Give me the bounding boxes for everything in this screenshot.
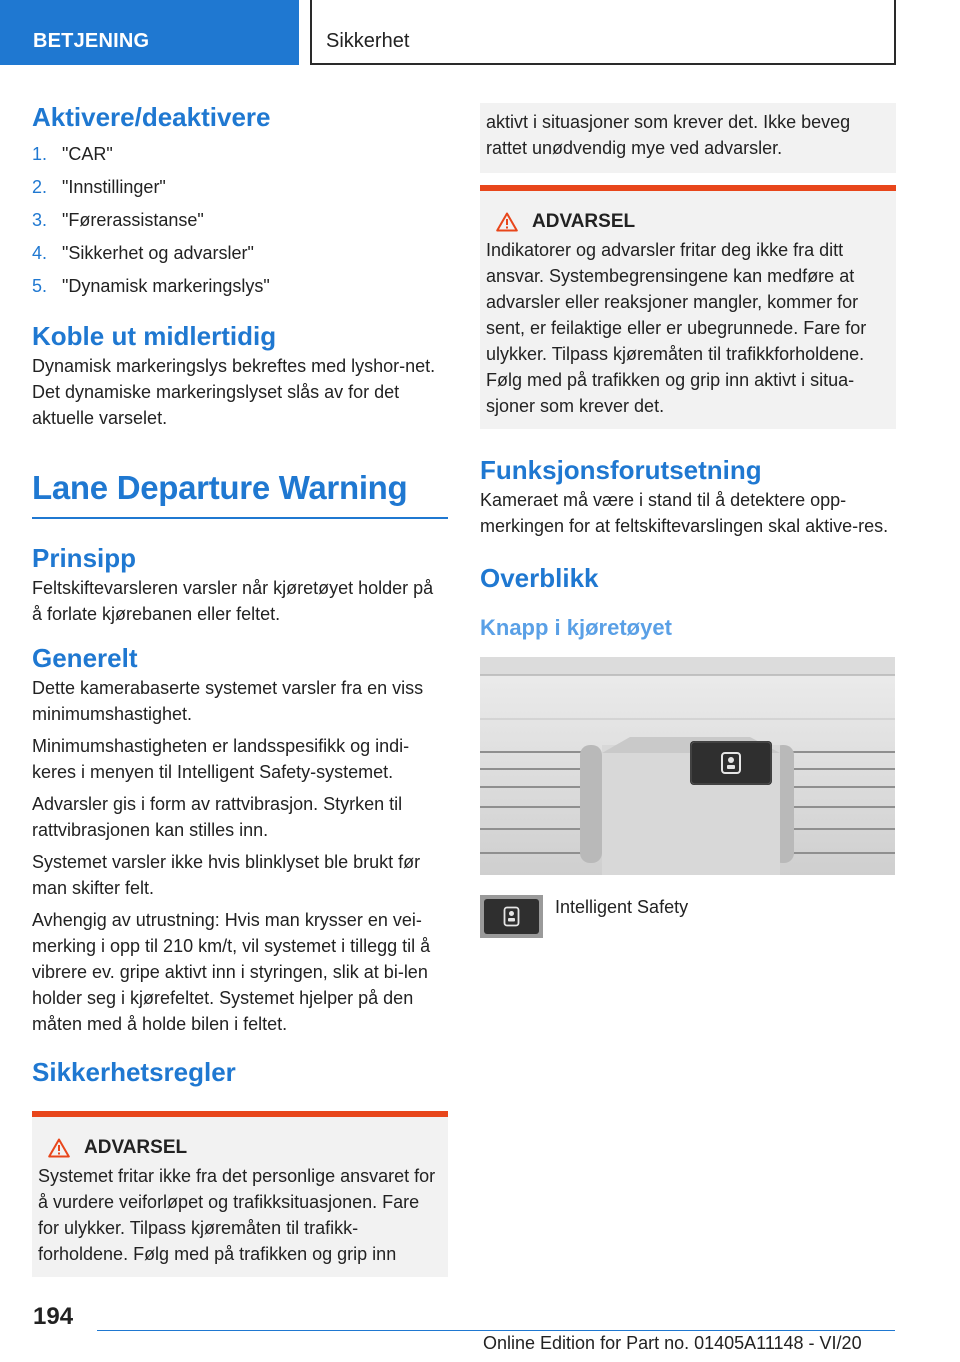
warning-title	[38, 1137, 440, 1159]
step-number: 5.	[32, 276, 48, 296]
warning-text: Systemet fritar ikke fra det personlige ansvaret for å vurdere veiforløpet og trafikksituasjonen. Fare for ulykker. Tilpass kjøremåten til trafikk-forholdene. Følg med på trafikken og grip inn	[38, 1166, 436, 1264]
temp-disable-text: Dynamisk markeringslys bekreftes med lyshor-net. Det dynamiske markeringslyset slås av for det aktuelle varselet.	[32, 356, 436, 428]
intelligent-safety-icon	[480, 895, 543, 938]
warning-box-continued	[480, 103, 896, 173]
warning-triangle-icon	[48, 1138, 70, 1158]
main-heading: Lane Departure Warning	[32, 469, 408, 506]
page-number: 194	[33, 1303, 74, 1330]
general-heading: Generelt	[32, 643, 138, 673]
step-item	[32, 237, 448, 270]
section-tab	[0, 0, 299, 65]
general-paragraph: Dette kamerabaserte systemet varsler fra en viss minimumshastighet.	[32, 678, 424, 724]
warning-box	[480, 185, 896, 429]
heading-rule	[32, 517, 448, 519]
warning-label: ADVARSEL	[84, 1137, 188, 1158]
chapter-label: Sikkerhet	[326, 30, 410, 52]
step-item	[32, 138, 448, 171]
requirements-heading: Funksjonsforutsetning	[480, 455, 762, 485]
warning-label: ADVARSEL	[532, 211, 636, 232]
footer-rule	[97, 1330, 895, 1331]
safety-heading: Sikkerhetsregler	[32, 1057, 236, 1087]
temp-disable-heading: Koble ut midlertidig	[32, 321, 277, 351]
overview-heading: Overblikk	[480, 563, 599, 593]
general-paragraph: Avhengig av utrustning: Hvis man krysser en vei-merking i opp til 210 km/t, vil systemet i tillegg til å vibrere ev. gripe aktivt inn i styringen, slik at bi-len holder seg i kjørefeltet. Systemet hjelper på den måten med å holde bilen i feltet.	[32, 910, 431, 1034]
left-column	[32, 100, 448, 1277]
warning-text-continued: aktivt i situasjoner som krever det. Ikke beveg rattet unødvendig mye ved advarsler.	[486, 112, 851, 158]
general-paragraph: Advarsler gis i form av rattvibrasjon. Styrken til rattvibrasjonen kan stilles inn.	[32, 794, 403, 840]
right-column	[480, 103, 896, 938]
general-paragraph: Systemet varsler ikke hvis blinklyset ble brukt før man skifter felt.	[32, 852, 421, 898]
step-text: "Sikkerhet og advarsler"	[62, 243, 254, 263]
step-number: 2.	[32, 177, 48, 197]
step-text: "Førerassistanse"	[62, 210, 204, 230]
step-item	[32, 171, 448, 204]
button-heading: Knapp i kjøretøyet	[480, 615, 672, 640]
step-number: 3.	[32, 210, 48, 230]
legend-label: Intelligent Safety	[555, 897, 689, 917]
step-text: "CAR"	[62, 144, 113, 164]
step-number: 1.	[32, 144, 48, 164]
principle-text: Feltskiftevarsleren varsler når kjøretøyet holder på å forlate kjørebanen eller feltet.	[32, 578, 434, 624]
activate-heading: Aktivere/deaktivere	[32, 102, 271, 132]
step-item	[32, 270, 448, 303]
footer-edition: Online Edition for Part no. 01405A11148 - VI/20	[483, 1333, 862, 1353]
warning-title	[486, 211, 888, 233]
general-paragraph: Minimumshastigheten er landsspesifikk og indi-keres i menyen til Intelligent Safety-systemet.	[32, 736, 410, 782]
warning-triangle-icon	[496, 212, 518, 232]
chapter-tab	[310, 0, 896, 65]
step-number: 4.	[32, 243, 48, 263]
requirements-text: Kameraet må være i stand til å detektere opp-merkingen for at feltskiftevarslingen skal aktive-res.	[480, 490, 889, 536]
dashboard-button-photo	[480, 657, 895, 875]
step-text: "Innstillinger"	[62, 177, 166, 197]
step-text: "Dynamisk markeringslys"	[62, 276, 270, 296]
warning-text: Indikatorer og advarsler fritar deg ikke fra ditt ansvar. Systembegrensingene kan medføre at advarsler eller reaksjoner mangler, kommer for sent, er feilaktige eller er ubegrunnede. Fare for ulykker. Tilpass kjøremåten til trafikkforholdene. Følg med på trafikken og grip inn aktivt i situa-sjoner som krever det.	[486, 240, 867, 416]
warning-box	[32, 1111, 448, 1277]
button-legend	[480, 895, 896, 938]
activation-steps	[32, 138, 448, 303]
principle-heading: Prinsipp	[32, 543, 137, 573]
section-label: BETJENING	[33, 30, 150, 52]
step-item	[32, 204, 448, 237]
